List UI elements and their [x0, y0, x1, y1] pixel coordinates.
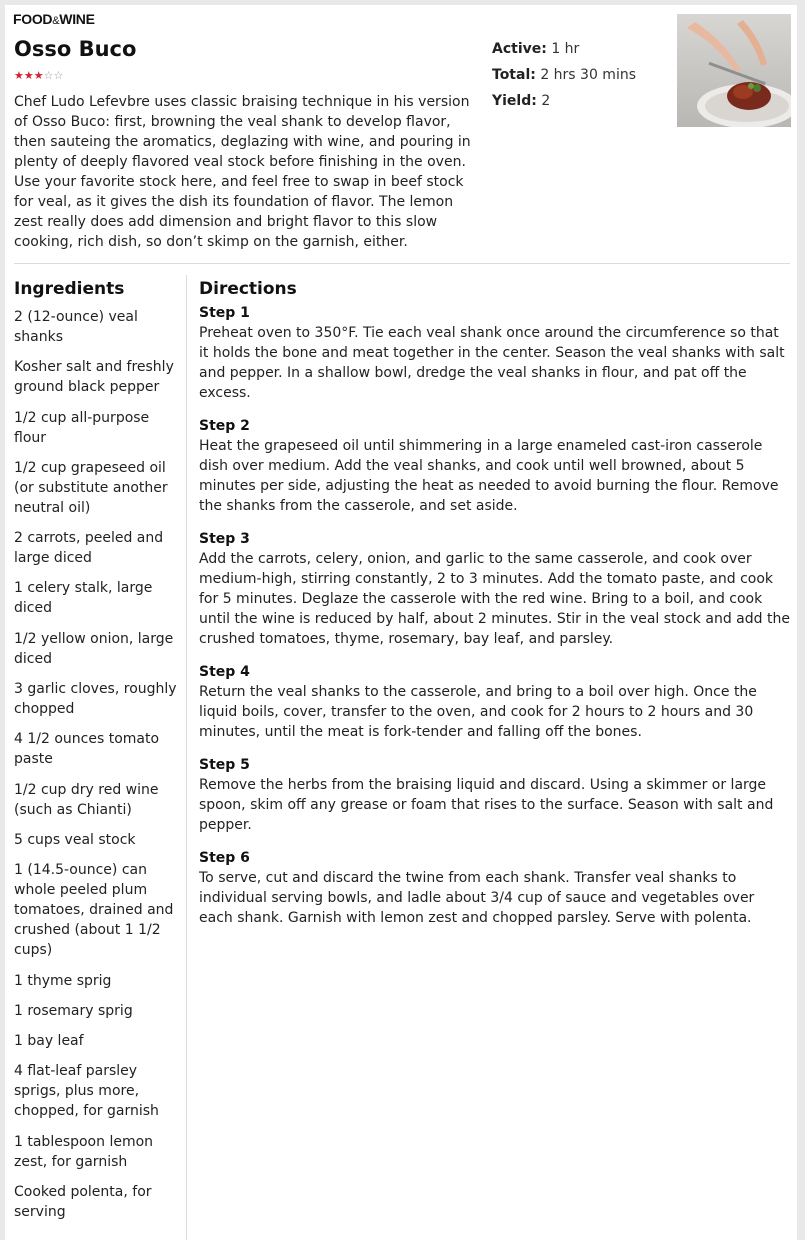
ingredient-item: 1 rosemary sprig [14, 1002, 133, 1019]
step-text: Return the veal shanks to the casserole, and bring to a boil over high. Once the liquid boils, cover, transfer to the oven, and cook for 2 hours to 2 hours and 30 minutes, until the meat is fork-tender and falling off the bones. [199, 684, 757, 740]
star-rating [14, 69, 63, 82]
yield-value: 2 [541, 93, 551, 109]
ingredient-item: 1 tablespoon lemon zest, for garnish [14, 1133, 154, 1170]
ingredients-section [14, 277, 179, 1232]
step-label: Step 2 [199, 418, 250, 434]
brand-part2: WINE [59, 11, 95, 27]
recipe-card [5, 5, 797, 1240]
active-time [492, 36, 636, 62]
directions-heading: Directions [199, 279, 297, 299]
star-filled-icon: ★ [14, 69, 24, 82]
ingredient-item: 2 carrots, peeled and large diced [14, 530, 164, 567]
ingredient-item: 1/2 cup dry red wine (such as Chianti) [14, 781, 159, 818]
total-time [492, 62, 636, 88]
direction-step [199, 529, 791, 649]
total-value: 2 hrs 30 mins [540, 67, 637, 83]
dish-photo-illustration [677, 14, 791, 127]
brand-logo[interactable] [13, 11, 95, 27]
active-value: 1 hr [551, 41, 580, 57]
step-text: Heat the grapeseed oil until shimmering in a large enameled cast-iron casserole dish over medium. Add the veal shanks, and cook until well browned, about 5 minutes per side, adjusting the heat as needed to avoid burning the flour. Remove the shanks from the casserole, and set aside. [199, 438, 779, 514]
ingredient-item: 4 flat-leaf parsley sprigs, plus more, chopped, for garnish [14, 1063, 159, 1120]
ingredient-item: Cooked polenta, for serving [14, 1184, 152, 1221]
ingredient-item: 3 garlic cloves, roughly chopped [14, 681, 177, 718]
recipe-intro: Chef Ludo Lefevbre uses classic braising technique in his version of Osso Buco: first, browning the veal shank to develop flavor, then sauteing the aromatics, deglazing with wine, and pouring in plenty of deeply flavored veal stock before finishing in the oven. Use your favorite stock here, and feel free to swap in beef stock for veal, as it gives the dish its foundation of flavor. The lemon zest really does add dimension and bright flavor to this slow cooking, rich dish, so don’t skimp on the garnish, either. [14, 94, 471, 250]
yield [492, 88, 636, 114]
star-filled-icon: ★ [33, 69, 44, 82]
ingredient-item: 1 celery stalk, large diced [14, 580, 153, 617]
ingredient-item: 1/2 cup all-purpose flour [14, 409, 150, 446]
total-label: Total: [492, 67, 536, 83]
ingredient-item: 1 bay leaf [14, 1033, 84, 1050]
brand-amp: & [52, 15, 60, 27]
direction-step [199, 303, 791, 403]
step-label: Step 1 [199, 305, 250, 321]
ingredients-list [14, 307, 179, 1222]
ingredient-item: 4 1/2 ounces tomato paste [14, 731, 160, 768]
star-filled-icon: ★ [23, 69, 34, 82]
brand-part1: FOOD [13, 11, 53, 27]
recipe-meta [492, 36, 636, 114]
step-label: Step 3 [199, 531, 250, 547]
section-divider [14, 263, 790, 264]
step-label: Step 4 [199, 664, 250, 680]
ingredient-item: 1/2 cup grapeseed oil (or substitute another neutral oil) [14, 459, 168, 516]
ingredient-item: 5 cups veal stock [14, 831, 136, 848]
directions-steps [199, 303, 791, 928]
recipe-photo[interactable] [677, 14, 791, 127]
star-empty-icon: ☆ [43, 69, 54, 82]
ingredient-item: 1 thyme sprig [14, 972, 112, 989]
direction-step [199, 416, 791, 516]
step-text: To serve, cut and discard the twine from each shank. Transfer veal shanks to individual serving bowls, and ladle about 3/4 cup of sauce and vegetables over each shank. Garnish with lemon zest and chopped parsley. Serve with polenta. [199, 870, 755, 926]
direction-step [199, 848, 791, 928]
ingredient-item: 2 (12-ounce) veal shanks [14, 309, 138, 345]
recipe-title: Osso Buco [14, 37, 137, 61]
direction-step [199, 662, 791, 742]
step-text: Remove the herbs from the braising liquid and discard. Using a skimmer or large spoon, skim off any grease or foam that rises to the surface. Season with salt and pepper. [199, 777, 774, 833]
star-empty-icon: ☆ [53, 69, 64, 82]
column-divider [186, 275, 187, 1240]
yield-label: Yield: [492, 93, 537, 109]
direction-step [199, 755, 791, 835]
step-text: Preheat oven to 350°F. Tie each veal shank once around the circumference so that it holds the bone and meat together in the center. Season the veal shanks with salt and pepper. In a shallow bowl, dredge the veal shanks in flour, and pat off the excess. [199, 325, 785, 401]
active-label: Active: [492, 41, 547, 57]
ingredient-item: Kosher salt and freshly ground black pepper [14, 359, 174, 396]
ingredient-item: 1 (14.5-ounce) can whole peeled plum tomatoes, drained and crushed (about 1 1/2 cups) [14, 862, 174, 959]
step-text: Add the carrots, celery, onion, and garlic to the same casserole, and cook over medium-high, stirring constantly, 2 to 3 minutes. Add the tomato paste, and cook for 5 minutes. Deglaze the casserole with the red wine. Bring to a boil, and cook until the wine is reduced by half, about 2 minutes. Stir in the veal stock and add the crushed tomatoes, thyme, rosemary, bay leaf, and parsley. [199, 551, 790, 647]
ingredient-item: 1/2 yellow onion, large diced [14, 630, 174, 667]
directions-section [199, 277, 791, 928]
step-label: Step 5 [199, 757, 250, 773]
ingredients-heading: Ingredients [14, 279, 125, 299]
step-label: Step 6 [199, 850, 250, 866]
